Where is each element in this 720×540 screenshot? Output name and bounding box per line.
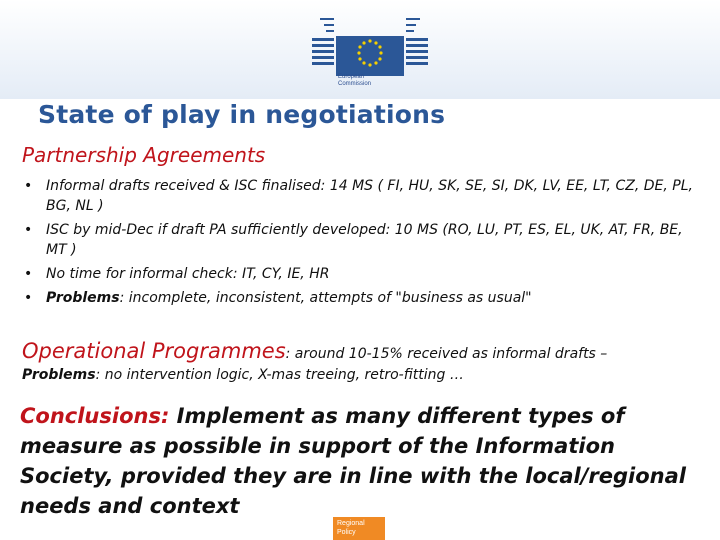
header-band (0, 0, 720, 99)
conclusions-label: Conclusions: (20, 404, 170, 428)
operational-problems (22, 367, 712, 383)
bullet-text: : incomplete, inconsistent, attempts of "business as usual" (119, 290, 532, 306)
bullet-bold-label: Problems (46, 290, 120, 306)
bullet-icon: • (24, 290, 33, 306)
bullet-icon: • (24, 178, 33, 194)
bullet-text: Informal drafts received & ISC finalised: 14 MS ( FI, HU, SK, SE, SI, DK, LV, EE, LT, CZ, DE, PL, BG, NL ) (46, 178, 693, 214)
slide-title: State of play in negotiations (38, 100, 446, 129)
bullet-text: ISC by mid-Dec if draft PA sufficiently developed: 10 MS (RO, LU, PT, ES, EL, UK, AT, FR, BE, MT ) (46, 222, 683, 258)
berlaymont-building-icon (310, 14, 430, 76)
regional-policy-badge (333, 517, 385, 540)
logo-line-european: European (338, 74, 365, 80)
badge-line-regional: Regional (337, 520, 365, 527)
bullet-icon: • (24, 222, 33, 238)
conclusions-paragraph (20, 401, 715, 521)
badge-line-policy: Policy (337, 529, 356, 536)
operational-heading: Operational Programmes (22, 339, 286, 363)
operational-section (22, 339, 712, 383)
partnership-heading: Partnership Agreements (22, 143, 266, 167)
bullet-text: No time for informal check: IT, CY, IE, HR (46, 266, 330, 282)
bullet-icon: • (24, 266, 33, 282)
european-commission-logo (310, 14, 430, 94)
partnership-bullet-list (22, 176, 702, 312)
list-item (22, 288, 702, 308)
conclusions-text: Implement as many different types of measure as possible in support of the Information Society, provided they are in line with the local/regional needs and context (20, 404, 686, 518)
list-item (22, 264, 702, 284)
problems-label: Problems (22, 367, 96, 383)
list-item (22, 220, 702, 260)
problems-text: : no intervention logic, X-mas treeing, retro-fitting … (95, 367, 464, 383)
operational-summary: : around 10-15% received as informal drafts – (285, 346, 608, 362)
logo-line-commission: Commission (338, 81, 372, 87)
list-item (22, 176, 702, 216)
logo-caption (338, 74, 371, 88)
